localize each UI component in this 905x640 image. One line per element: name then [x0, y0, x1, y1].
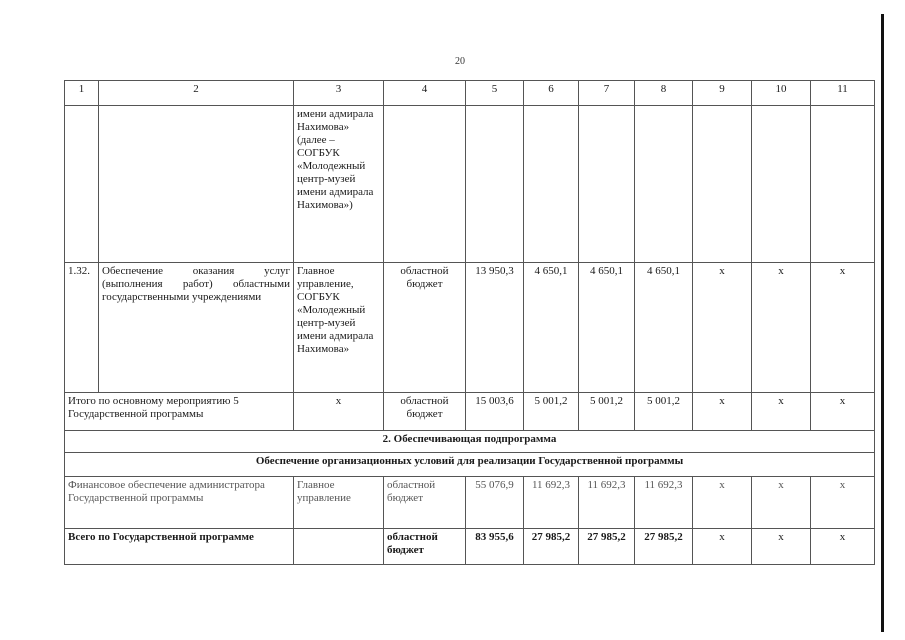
vsego-label: Всего по Государственной программе — [65, 529, 294, 565]
indicator-cell: х — [693, 529, 752, 565]
executor-cell: имени адмирала Нахимова» (далее – СОГБУК «Молодежный центр-музей имени адмирала Нахимова») — [294, 106, 384, 263]
executor-cell: х — [294, 393, 384, 431]
year-1-amount: 5 001,2 — [524, 393, 579, 431]
year-2-amount: 4 650,1 — [579, 263, 635, 393]
year-3-amount: 4 650,1 — [635, 263, 693, 393]
table-row-continuation — [65, 106, 875, 263]
column-header: 11 — [811, 81, 875, 106]
year-2-amount: 11 692,3 — [579, 477, 635, 529]
indicator-cell: х — [693, 393, 752, 431]
year-3-amount: 5 001,2 — [635, 393, 693, 431]
year-1-amount: 4 650,1 — [524, 263, 579, 393]
page-edge-rule — [881, 14, 884, 632]
column-header: 10 — [752, 81, 811, 106]
executor-cell: Главное управление — [294, 477, 384, 529]
measure-name: Обеспечение оказания услуг (выполнения работ) областными государственными учреждениями — [99, 263, 294, 393]
subprogram-title-row — [65, 431, 875, 453]
indicator-cell: х — [752, 393, 811, 431]
column-header: 5 — [466, 81, 524, 106]
budget-table — [64, 80, 875, 565]
year-3-amount: 27 985,2 — [635, 529, 693, 565]
table-row-1-32 — [65, 263, 875, 393]
indicator-cell: х — [693, 477, 752, 529]
column-header: 6 — [524, 81, 579, 106]
subprogram-subtitle: Обеспечение организационных условий для реализации Государственной программы — [65, 453, 875, 477]
indicator-cell: х — [693, 263, 752, 393]
column-header: 9 — [693, 81, 752, 106]
table-row-finance — [65, 477, 875, 529]
indicator-cell: х — [752, 263, 811, 393]
indicator-cell: х — [811, 477, 875, 529]
column-header: 8 — [635, 81, 693, 106]
column-header: 7 — [579, 81, 635, 106]
total-amount: 13 950,3 — [466, 263, 524, 393]
year-2-amount: 5 001,2 — [579, 393, 635, 431]
total-amount: 15 003,6 — [466, 393, 524, 431]
total-amount: 55 076,9 — [466, 477, 524, 529]
column-header: 2 — [99, 81, 294, 106]
total-amount: 83 955,6 — [466, 529, 524, 565]
subprogram-subtitle-row — [65, 453, 875, 477]
indicator-cell: х — [752, 529, 811, 565]
year-2-amount: 27 985,2 — [579, 529, 635, 565]
year-1-amount: 11 692,3 — [524, 477, 579, 529]
funding-source: областной бюджет — [384, 477, 466, 529]
column-header: 3 — [294, 81, 384, 106]
row-number: 1.32. — [65, 263, 99, 393]
executor-cell: Главное управление, СОГБУК «Молодежный центр-музей имени адмирала Нахимова» — [294, 263, 384, 393]
funding-source: областной бюджет — [384, 263, 466, 393]
funding-source: областной бюджет — [384, 529, 466, 565]
finance-label: Финансовое обеспечение администратора Государственной программы — [65, 477, 294, 529]
column-header: 4 — [384, 81, 466, 106]
year-3-amount: 11 692,3 — [635, 477, 693, 529]
column-header: 1 — [65, 81, 99, 106]
funding-source: областной бюджет — [384, 393, 466, 431]
page-number: 20 — [455, 56, 465, 67]
column-number-row — [65, 81, 875, 106]
executor-cell — [294, 529, 384, 565]
itogo-label: Итого по основному мероприятию 5 Государственной программы — [65, 393, 294, 431]
indicator-cell: х — [752, 477, 811, 529]
indicator-cell: х — [811, 529, 875, 565]
year-1-amount: 27 985,2 — [524, 529, 579, 565]
indicator-cell: х — [811, 393, 875, 431]
table-row-itogo — [65, 393, 875, 431]
subprogram-title: 2. Обеспечивающая подпрограмма — [65, 431, 875, 453]
indicator-cell: х — [811, 263, 875, 393]
table-row-vsego — [65, 529, 875, 565]
